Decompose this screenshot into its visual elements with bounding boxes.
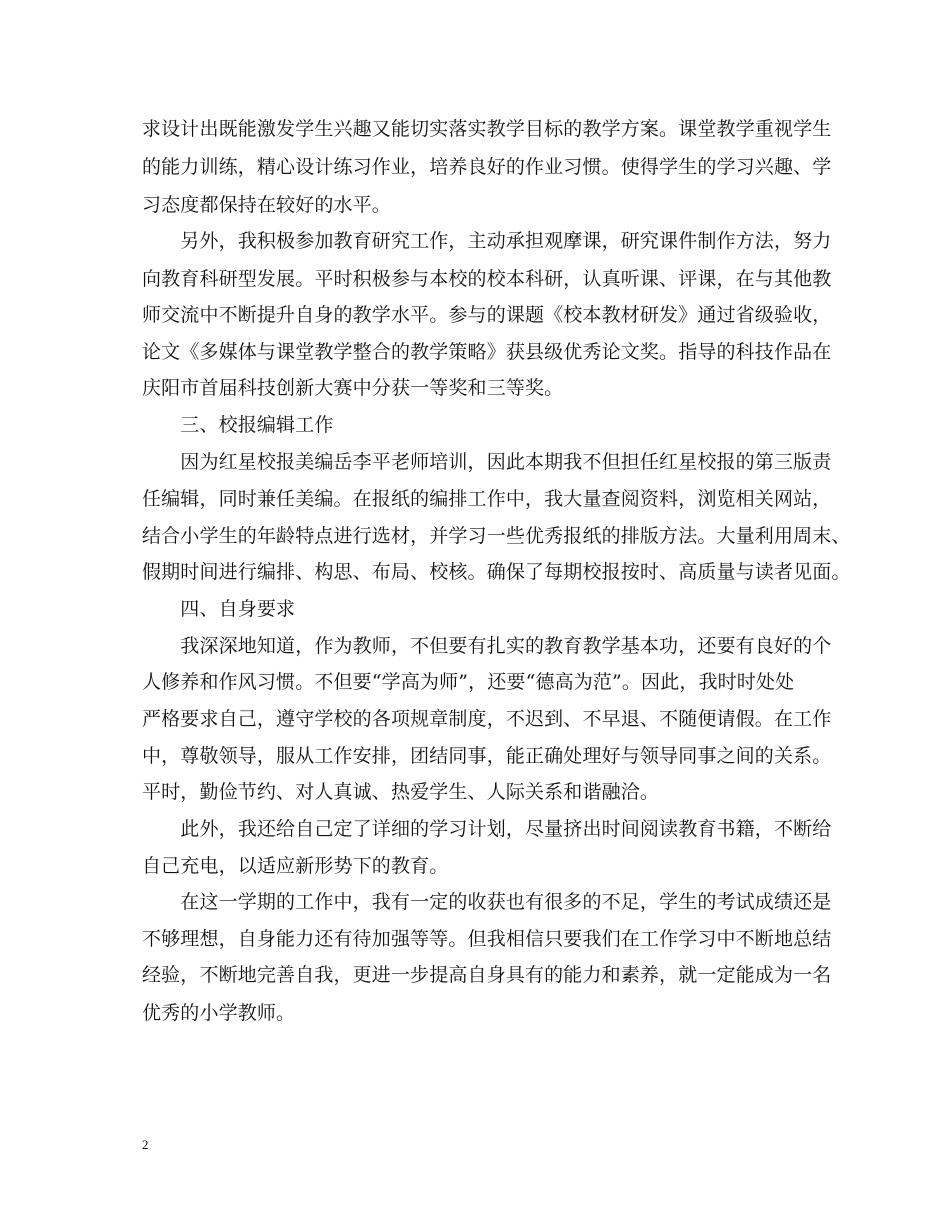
text-line: 假期时间进行编排、构思、布局、校核。确保了每期校报按时、高质量与读者见面。 <box>142 561 851 583</box>
text-line: 经验，不断地完善自我，更进一步提高自身具有的能力和素养，就一定能成为一名 <box>142 964 832 986</box>
text-line: 严格要求自己，遵守学校的各项规章制度，不迟到、不早退、不随便请假。在工作 <box>142 708 832 730</box>
section-heading: 四、自身要求 <box>142 598 296 620</box>
text-line: 我深深地知道，作为教师，不但要有扎实的教育教学基本功，还要有良好的个 <box>142 635 832 657</box>
text-line: 因为红星校报美编岳李平老师培训，因此本期我不但担任红星校报的第三版责 <box>142 451 832 473</box>
text-line: 任编辑，同时兼任美编。在报纸的编排工作中，我大量查阅资料，浏览相关网站， <box>142 488 832 510</box>
text-line: 中，尊敬领导，服从工作安排，团结同事，能正确处理好与领导同事之间的关系。 <box>142 745 832 767</box>
text-line: 习态度都保持在较好的水平。 <box>142 194 391 216</box>
text-line: 庆阳市首届科技创新大赛中分获一等奖和三等奖。 <box>142 377 564 399</box>
text-line: 结合小学生的年龄特点进行选材，并学习一些优秀报纸的排版方法。大量利用周末、 <box>142 525 851 547</box>
text-line: 优秀的小学教师。 <box>142 1002 296 1024</box>
text-line: 师交流中不断提升自身的教学水平。参与的课题《校本教材研发》通过省级验收， <box>142 304 832 326</box>
text-line: 不够理想，自身能力还有待加强等等。但我相信只要我们在工作学习中不断地总结 <box>142 928 832 950</box>
page-number: 2 <box>142 1137 149 1152</box>
section-heading: 三、校报编辑工作 <box>142 414 334 436</box>
text-line: 的能力训练，精心设计练习作业，培养良好的作业习惯。使得学生的学习兴趣、学 <box>142 156 832 178</box>
text-line: 向教育科研型发展。平时积极参与本校的校本科研，认真听课、评课，在与其他教 <box>142 268 832 290</box>
text-line: 平时，勤俭节约、对人真诚、热爱学生、人际关系和谐融洽。 <box>142 781 660 803</box>
text-line: 另外，我积极参加教育研究工作，主动承担观摩课，研究课件制作方法，努力 <box>142 230 832 252</box>
text-line: 在这一学期的工作中，我有一定的收获也有很多的不足，学生的考试成绩还是 <box>142 891 832 913</box>
text-line: 此外，我还给自己定了详细的学习计划，尽量挤出时间阅读教育书籍，不断给 <box>142 818 832 840</box>
text-line: 人修养和作风习惯。不但要“学高为师”，还要“德高为范”。因此，我时时处处 <box>142 671 795 693</box>
text-line: 求设计出既能激发学生兴趣又能切实落实教学目标的教学方案。课堂教学重视学生 <box>142 118 832 140</box>
text-line: 论文《多媒体与课堂教学整合的教学策略》获县级优秀论文奖。指导的科技作品在 <box>142 341 832 363</box>
text-line: 自己充电，以适应新形势下的教育。 <box>142 855 449 877</box>
